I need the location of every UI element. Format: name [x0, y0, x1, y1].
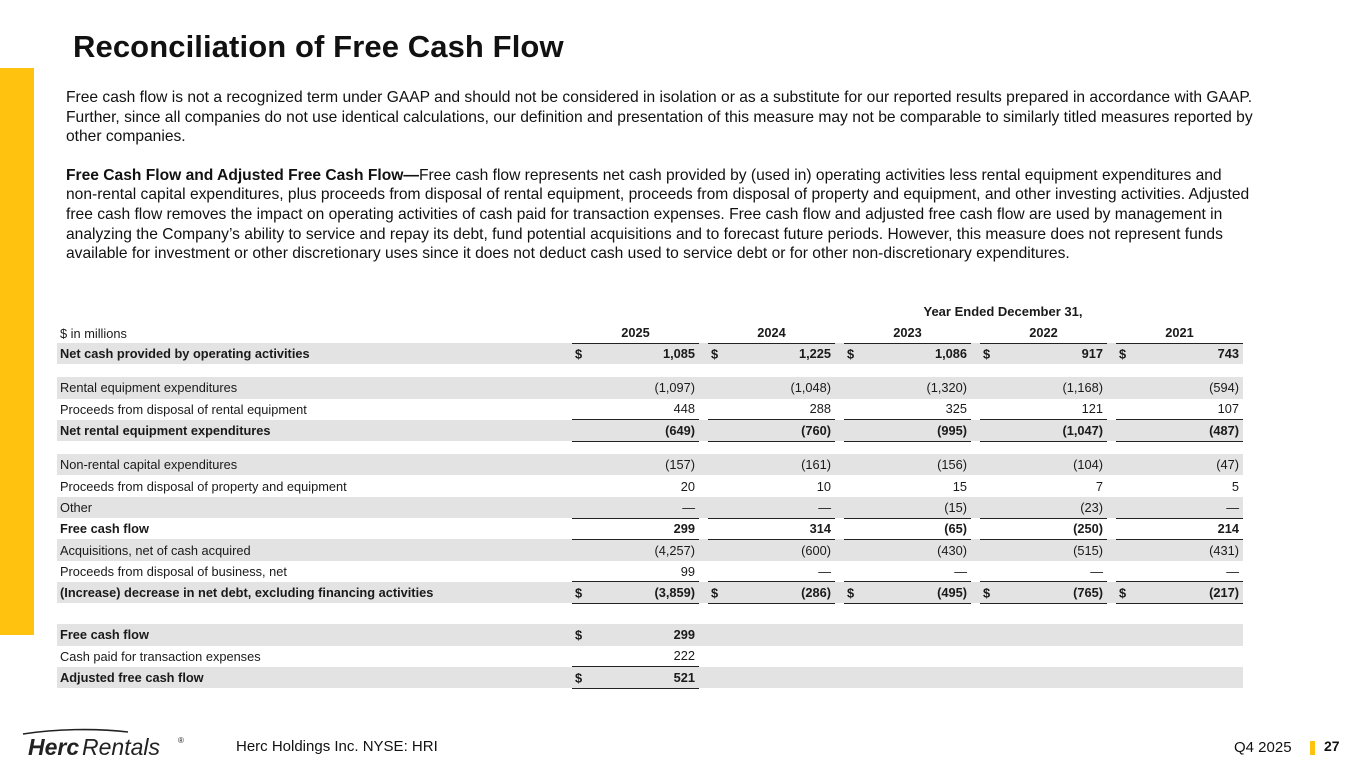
table-row-proceeds-business: Proceeds from disposal of business, net 99 — — — —	[57, 561, 1243, 582]
year-header-2024: 2024	[708, 323, 835, 343]
intro-paragraph-definition	[66, 166, 1256, 264]
logo-registered: ®	[178, 736, 184, 745]
definition-body: Free cash flow represents net cash provided by (used in) operating activities less rental equipment expenditures and non-rental capital expenditures, plus proceeds from disposal of rental equipment, proceeds from disposal of property and equipment, and other investing activities. Adjusted free cash flow removes the impact on operating activities of cash paid for transaction expenses. Free cash flow and adjusted free cash flow are used by management in analyzing the Company’s ability to service and repay its debt, fund potential acquisitions and to forecast future periods. However, this measure does not represent funds available for investment or other discretionary uses since it does not deduct cash used to service debt or for other non-discretionary expenditures.	[66, 166, 1250, 263]
unit-label: $ in millions	[60, 325, 127, 341]
table-row-net-rental-equipment-expenditures: Net rental equipment expenditures (649) (760) (995) (1,047) (487)	[57, 420, 1243, 441]
table-row-fcf-2025: Free cash flow $ 299	[57, 624, 1243, 645]
table-row-proceeds-rental-equipment: Proceeds from disposal of rental equipment 448 288 325 121 107	[57, 399, 1243, 420]
page-number: 27	[1324, 738, 1340, 754]
table-row-transaction-expenses: Cash paid for transaction expenses 222	[57, 646, 1243, 667]
intro-paragraph-gaap: Free cash flow is not a recognized term under GAAP and should not be considered in isolation or as a substitute for our reported results prepared in accordance with GAAP. Further, since all companies do not use identical calculations, our definition and presentation of this measure may not be comparable to similarly titled measures reported by other companies.	[66, 89, 1253, 146]
table-row-non-rental-capex: Non-rental capital expenditures (157) (161) (156) (104) (47)	[57, 454, 1243, 475]
definition-lead: Free Cash Flow and Adjusted Free Cash Flow—	[66, 166, 419, 184]
footer-company: Herc Holdings Inc. NYSE: HRI	[236, 738, 438, 755]
table-row-other: Other — — (15) (23) —	[57, 497, 1243, 518]
fcf-table	[57, 323, 1243, 689]
logo-text-light: Rentals	[82, 734, 160, 760]
year-header-2025: 2025	[572, 323, 699, 343]
year-header-2021: 2021	[1116, 323, 1243, 343]
table-row-acquisitions: Acquisitions, net of cash acquired (4,257) (600) (430) (515) (431)	[57, 539, 1243, 560]
logo-text-bold: Herc	[28, 734, 80, 760]
footer-accent-mark	[1310, 741, 1315, 755]
year-header-2023: 2023	[844, 323, 971, 343]
year-header-2022: 2022	[980, 323, 1107, 343]
page-title: Reconciliation of Free Cash Flow	[73, 29, 564, 64]
table-row-change-net-debt: (Increase) decrease in net debt, excluding financing activities $ (3,859) $ (286) $ (495) $ (765) $ (217)	[57, 582, 1243, 603]
herc-rentals-logo	[20, 728, 190, 762]
table-row-adjusted-fcf: Adjusted free cash flow $ 521	[57, 667, 1243, 688]
table-row-net-cash-operating: Net cash provided by operating activities $ 1,085 $ 1,225 $ 1,086 $ 917 $ 743	[57, 343, 1243, 364]
table-header-row	[57, 323, 1243, 343]
table-row-free-cash-flow: Free cash flow 299 314 (65) (250) 214	[57, 518, 1243, 539]
intro-text	[66, 88, 1256, 283]
accent-side-bar	[0, 68, 34, 635]
table-row-proceeds-property-equipment: Proceeds from disposal of property and equipment 20 10 15 7 5	[60, 478, 1239, 494]
footer-quarter: Q4 2025	[1234, 739, 1292, 756]
table-row-rental-equipment-expenditures: Rental equipment expenditures (1,097) (1,048) (1,320) (1,168) (594)	[57, 377, 1243, 398]
period-header: Year Ended December 31,	[923, 304, 1083, 319]
table-spacer	[57, 364, 1243, 377]
table-spacer	[57, 441, 1243, 454]
table-spacer	[57, 603, 1243, 624]
